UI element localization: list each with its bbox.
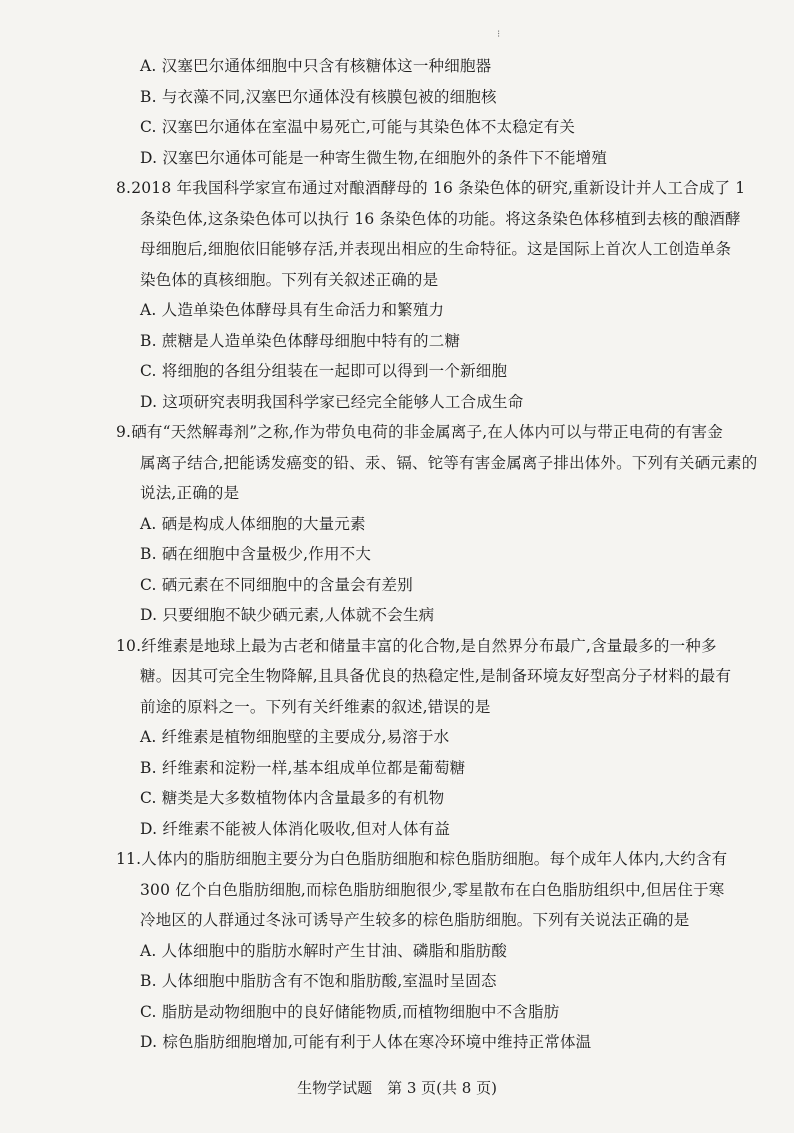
q8-option-b: B. 蔗糖是人造单染色体酵母细胞中特有的二糖 xyxy=(140,332,461,350)
q8-option-a: A. 人造单染色体酵母具有生命活力和繁殖力 xyxy=(140,301,445,319)
q11-option-a: A. 人体细胞中的脂肪水解时产生甘油、磷脂和脂肪酸 xyxy=(140,942,508,960)
q8-stem-line-1: 8.2018 年我国科学家宣布通过对酿酒酵母的 16 条染色体的研究,重新设计并人工合成了 1 xyxy=(116,179,746,197)
q9-option-d: D. 只要细胞不缺少硒元素,人体就不会生病 xyxy=(140,606,435,624)
q9-stem-line-1: 9.硒有“天然解毒剂”之称,作为带负电荷的非金属离子,在人体内可以与带正电荷的有害金 xyxy=(116,423,723,441)
q10-option-a: A. 纤维素是植物细胞壁的主要成分,易溶于水 xyxy=(140,728,450,746)
q11-option-c: C. 脂肪是动物细胞中的良好储能物质,而植物细胞中不含脂肪 xyxy=(140,1003,560,1021)
q9-stem-line-3: 说法,正确的是 xyxy=(140,484,240,502)
q10-stem-line-3: 前途的原料之一。下列有关纤维素的叙述,错误的是 xyxy=(140,698,491,716)
q7-option-c: C. 汉塞巴尔通体在室温中易死亡,可能与其染色体不太稳定有关 xyxy=(140,118,576,136)
q10-stem-line-1: 10.纤维素是地球上最为古老和储量丰富的化合物,是自然界分布最广,含量最多的一种多 xyxy=(116,637,717,655)
q8-stem-line-3: 母细胞后,细胞依旧能够存活,并表现出相应的生命特征。这是国际上首次人工创造单条 xyxy=(140,240,732,258)
q11-stem-line-2: 300 亿个白色脂肪细胞,而棕色脂肪细胞很少,零星散布在白色脂肪组织中,但居住于寒 xyxy=(140,881,725,899)
q11-option-b: B. 人体细胞中脂肪含有不饱和脂肪酸,室温时呈固态 xyxy=(140,972,497,990)
q7-option-b: B. 与衣藻不同,汉塞巴尔通体没有核膜包被的细胞核 xyxy=(140,88,497,106)
q9-stem-line-2: 属离子结合,把能诱发癌变的铅、汞、镉、铊等有害金属离子排出体外。下列有关硒元素的 xyxy=(140,454,758,472)
q9-option-b: B. 硒在细胞中含量极少,作用不大 xyxy=(140,545,372,563)
q10-option-b: B. 纤维素和淀粉一样,基本组成单位都是葡萄糖 xyxy=(140,759,466,777)
page-footer: 生物学试题 第 3 页(共 8 页) xyxy=(297,1079,497,1097)
q11-option-d: D. 棕色脂肪细胞增加,可能有利于人体在寒冷环境中维持正常体温 xyxy=(140,1033,592,1051)
q10-option-d: D. 纤维素不能被人体消化吸收,但对人体有益 xyxy=(140,820,451,838)
q8-option-d: D. 这项研究表明我国科学家已经完全能够人工合成生命 xyxy=(140,393,524,411)
q9-option-a: A. 硒是构成人体细胞的大量元素 xyxy=(140,515,366,533)
q9-option-c: C. 硒元素在不同细胞中的含量会有差别 xyxy=(140,576,413,594)
q8-stem-line-4: 染色体的真核细胞。下列有关叙述正确的是 xyxy=(140,271,439,289)
q7-option-a: A. 汉塞巴尔通体细胞中只含有核糖体这一种细胞器 xyxy=(140,57,492,75)
q8-option-c: C. 将细胞的各组分组装在一起即可以得到一个新细胞 xyxy=(140,362,508,380)
q8-stem-line-2: 条染色体,这条染色体可以执行 16 条染色体的功能。将这条染色体移植到去核的酿酒酵 xyxy=(140,210,741,228)
q11-stem-line-3: 冷地区的人群通过冬泳可诱导产生较多的棕色脂肪细胞。下列有关说法正确的是 xyxy=(140,911,690,929)
q11-stem-line-1: 11.人体内的脂肪细胞主要分为白色脂肪细胞和棕色脂肪细胞。每个成年人体内,大约含有 xyxy=(116,850,728,868)
q7-option-d: D. 汉塞巴尔通体可能是一种寄生微生物,在细胞外的条件下不能增殖 xyxy=(140,149,608,167)
q10-option-c: C. 糖类是大多数植物体内含量最多的有机物 xyxy=(140,789,445,807)
q10-stem-line-2: 糖。因其可完全生物降解,且具备优良的热稳定性,是制备环境友好型高分子材料的最有 xyxy=(140,667,732,685)
scan-mark: ⁝ xyxy=(497,29,501,40)
